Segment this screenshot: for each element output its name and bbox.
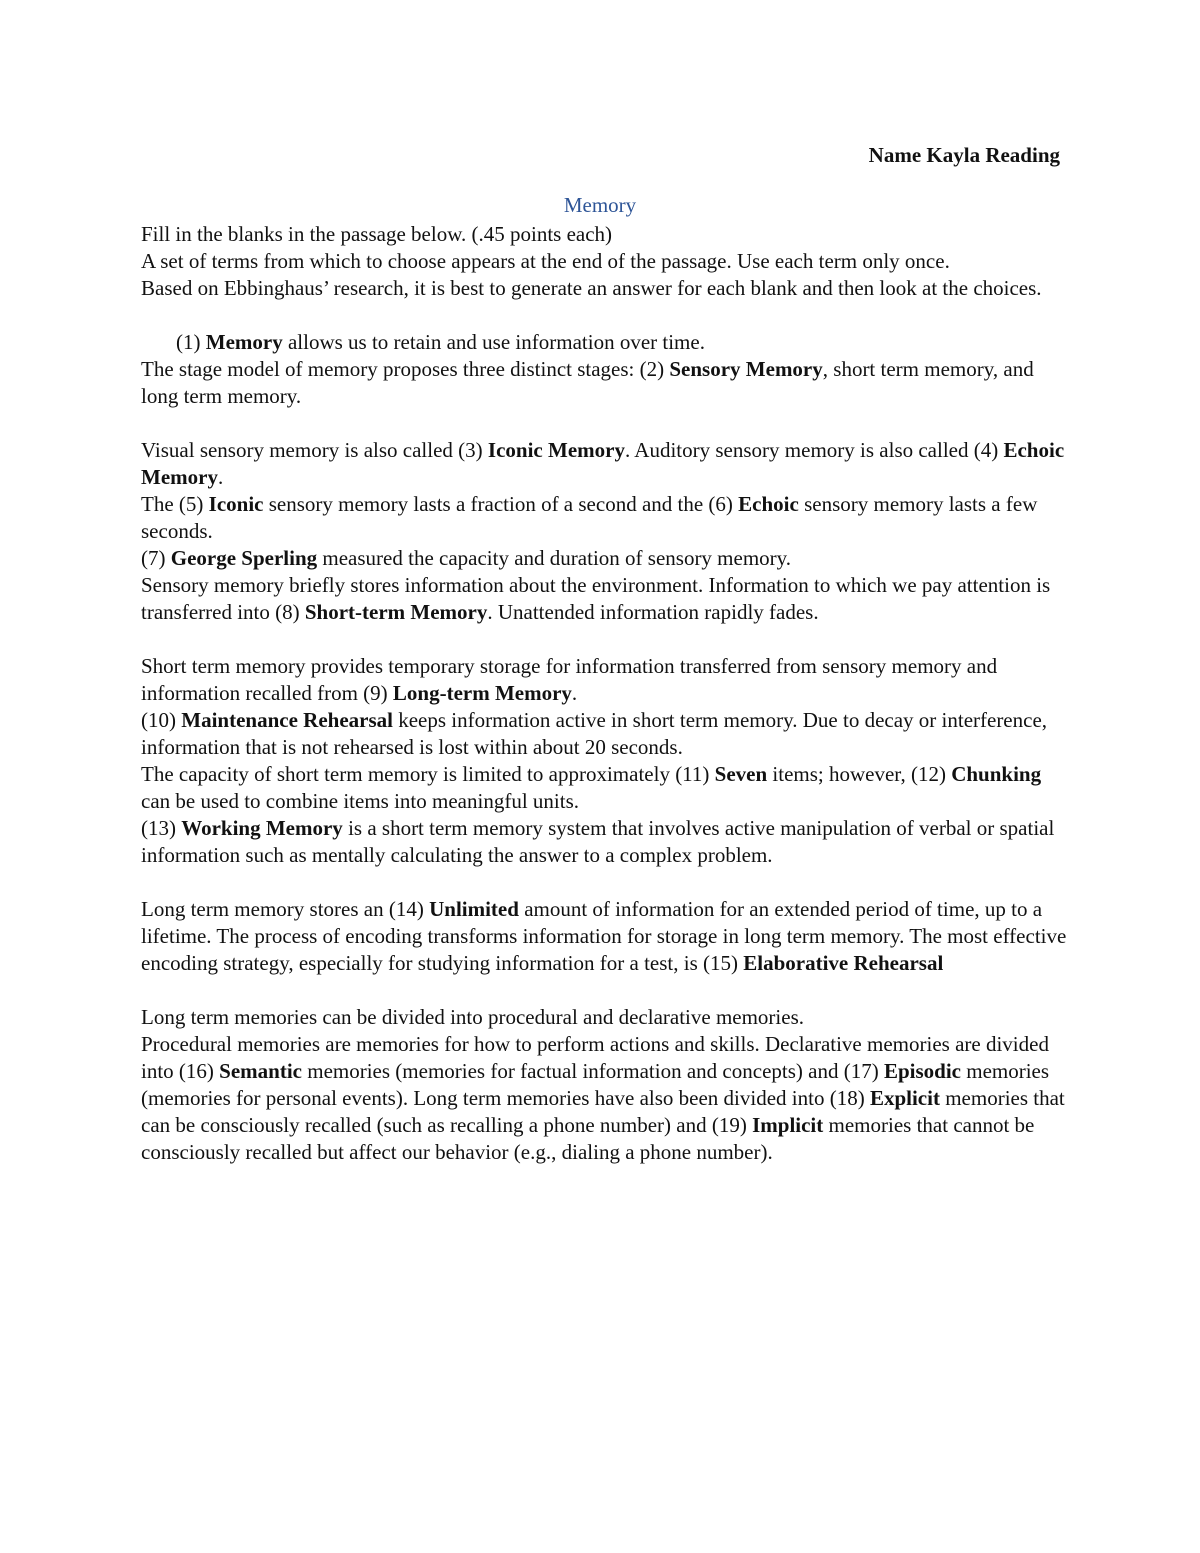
paragraph-gap — [141, 410, 1071, 437]
text-run: (10) — [141, 708, 182, 732]
sensory-paragraph-1 — [141, 437, 1071, 491]
text-run: Short term memory provides temporary storage for information transferred from sensory memory and information recalled from (9) — [141, 654, 998, 705]
ltm-paragraph — [141, 896, 1071, 977]
text-run: (7) — [141, 546, 171, 570]
sensory-paragraph-3 — [141, 545, 1071, 572]
answer-10: Maintenance Rehearsal — [181, 708, 393, 732]
text-run: memories that cannot be consciously recalled but affect our behavior (e.g., dialing a phone number). — [141, 1113, 1035, 1164]
text-run: can be used to combine items into meaningful units. — [141, 789, 579, 813]
sentence-1 — [141, 329, 1071, 356]
text-run: , short term memory, and long term memory. — [141, 357, 1034, 408]
text-run: Visual sensory memory is also called (3) — [141, 438, 488, 462]
text-run: items; however, (12) — [767, 762, 952, 786]
paragraph-gap — [141, 869, 1071, 896]
ltm-types-paragraph-1: Long term memories can be divided into procedural and declarative memories. — [141, 1005, 805, 1029]
instruction-line-2: A set of terms from which to choose appears at the end of the passage. Use each term only once. — [141, 249, 950, 273]
text-run: (1) — [176, 330, 206, 354]
text-run: . — [217, 465, 224, 489]
text-run: The capacity of short term memory is limited to approximately (11) — [141, 762, 715, 786]
text-run: . Unattended information rapidly fades. — [487, 600, 819, 624]
document-title: Memory — [563, 193, 637, 217]
answer-5: Iconic — [208, 492, 264, 516]
text-run: measured the capacity and duration of sensory memory. — [317, 546, 792, 570]
answer-13: Working Memory — [181, 816, 343, 840]
text-run: memories that can be consciously recalled (such as recalling a phone number) and (19) — [141, 1086, 1065, 1137]
text-run: Long term memory stores an (14) — [141, 897, 430, 921]
text-run: memories (memories for personal events). Long term memories have also been divided into (18) — [141, 1059, 1050, 1110]
ltm-types-paragraph-2 — [141, 1031, 1071, 1166]
text-run: Procedural memories are memories for how to perform actions and skills. Declarative memories are divided into (16) — [141, 1032, 1049, 1083]
text-run: . Auditory sensory memory is also called (4) — [624, 438, 1004, 462]
answer-8: Short-term Memory — [304, 600, 488, 624]
text-run: . — [571, 681, 578, 705]
student-name: Name Kayla Reading — [868, 143, 1060, 167]
sensory-paragraph-4 — [141, 572, 1071, 626]
answer-9: Long-term Memory — [392, 681, 572, 705]
stm-paragraph-1 — [141, 653, 1071, 707]
text-run: sensory memory lasts a few seconds. — [141, 492, 1038, 543]
answer-2: Sensory Memory — [669, 357, 823, 381]
answer-4: Echoic Memory — [141, 438, 1065, 489]
stm-paragraph-4 — [141, 815, 1071, 869]
text-run: The stage model of memory proposes three distinct stages: (2) — [141, 357, 670, 381]
paragraph-gap — [141, 977, 1071, 1004]
paragraph-gap — [141, 302, 1071, 329]
answer-12: Chunking — [951, 762, 1042, 786]
sensory-paragraph-2 — [141, 491, 1071, 545]
paragraph-gap — [141, 626, 1071, 653]
text-run: is a short term memory system that involves active manipulation of verbal or spatial information such as mentally calculating the answer to a complex problem. — [141, 816, 1055, 867]
answer-15: Elaborative Rehearsal — [743, 951, 944, 975]
sentence-2 — [141, 356, 1071, 410]
document-body — [141, 221, 1071, 1166]
instruction-line-3: Based on Ebbinghaus’ research, it is best to generate an answer for each blank and then look at the choices. — [141, 276, 1042, 300]
text-run: Sensory memory briefly stores information about the environment. Information to which we pay attention is transferred into (8) — [141, 573, 1051, 624]
answer-7: George Sperling — [170, 546, 318, 570]
text-run: amount of information for an extended period of time, up to a lifetime. The process of encoding transforms information for storage in long term memory. The most effective encoding strategy, especially for studying information for a test, is (15) — [141, 897, 1067, 975]
answer-6: Echoic — [738, 492, 799, 516]
text-run: (13) — [141, 816, 182, 840]
text-run: The (5) — [141, 492, 209, 516]
stm-paragraph-3 — [141, 761, 1071, 815]
answer-18: Explicit — [869, 1086, 940, 1110]
text-run: allows us to retain and use information over time. — [282, 330, 705, 354]
instruction-line-1: Fill in the blanks in the passage below. (.45 points each) — [141, 222, 613, 246]
text-run: keeps information active in short term memory. Due to decay or interference, information that is not rehearsed is lost within about 20 seconds. — [141, 708, 1048, 759]
answer-19: Implicit — [752, 1113, 824, 1137]
answer-3: Iconic Memory — [487, 438, 625, 462]
text-run: memories (memories for factual information and concepts) and (17) — [301, 1059, 884, 1083]
answer-16: Semantic — [219, 1059, 302, 1083]
answer-11: Seven — [714, 762, 768, 786]
text-run: sensory memory lasts a fraction of a second and the (6) — [263, 492, 739, 516]
answer-1: Memory — [205, 330, 283, 354]
stm-paragraph-2 — [141, 707, 1071, 761]
answer-17: Episodic — [883, 1059, 961, 1083]
answer-14: Unlimited — [429, 897, 519, 921]
